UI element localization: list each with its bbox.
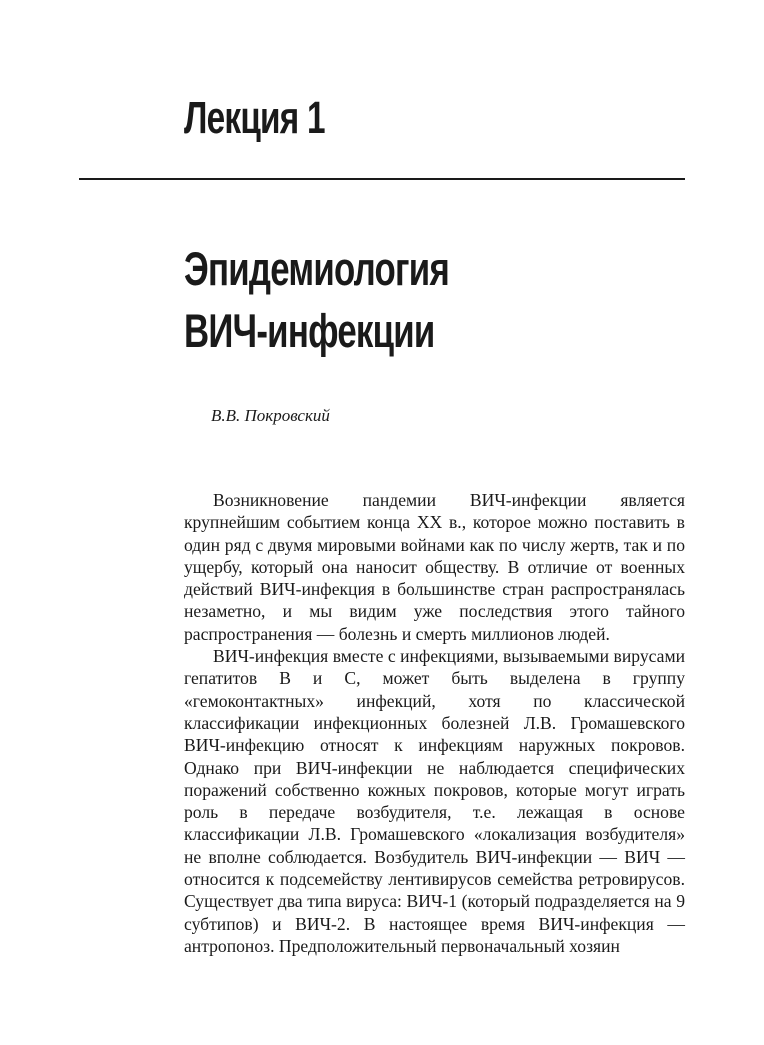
chapter-title: [184, 238, 449, 362]
body-paragraph-1: Возникновение пандемии ВИЧ-инфекции является крупнейшим событием конца XX в., которое можно поставить в один ряд с двумя мировыми войнами как по числу жертв, так и по ущербу, который она наносит обществу. В отличие от военных действий ВИЧ-инфекция в большинстве стран распространялась незаметно, и мы видим уже последствия этого тайного распространения — болезнь и смерть миллионов людей.: [184, 490, 685, 644]
body-paragraph-2: ВИЧ-инфекция вместе с инфекциями, вызываемыми вирусами гепатитов В и С, может быть выделена в группу «гемоконтактных» инфекций, хотя по классической классификации инфекционных болезней Л.В. Громашевского ВИЧ-инфекцию относят к инфекциям наружных покровов. Однако при ВИЧ-инфекции не наблюдается специфических поражений собственно кожных покровов, которые могут играть роль в передаче возбудителя, т.е. лежащая в основе классификации Л.В. Громашевского «локализация возбудителя» не вполне соблюдается. Возбудитель ВИЧ-инфекции — ВИЧ — относится к подсемейству лентивирусов семейства ретровирусов. Существует два типа вируса: ВИЧ-1 (который подразделяется на 9 субтипов) и ВИЧ-2. В настоящее время ВИЧ-инфекция — антропоноз. Предположительный первоначальный хозяин: [184, 646, 685, 956]
chapter-title-line-2: ВИЧ-инфекции: [184, 304, 435, 357]
lecture-heading: Лекция 1: [184, 92, 325, 143]
chapter-title-line-1: Эпидемиология: [184, 242, 450, 295]
author-name: В.В. Покровский: [211, 406, 330, 425]
body-text: [184, 489, 685, 957]
heading-divider: [79, 178, 685, 180]
